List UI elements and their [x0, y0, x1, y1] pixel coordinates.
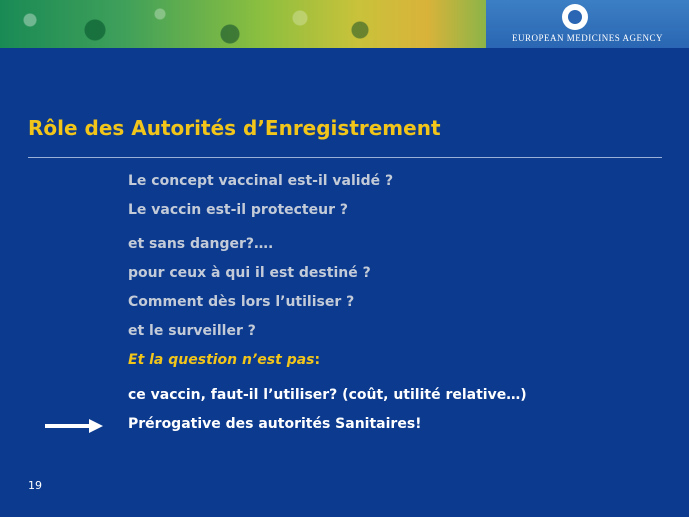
question-line [128, 352, 320, 368]
page-number: 19 [28, 479, 42, 492]
title-divider [28, 157, 662, 158]
bullet-line-3: et sans danger?…. [128, 236, 274, 252]
slide-title: Rôle des Autorités d’Enregistrement [28, 116, 441, 140]
right-arrow-icon [45, 419, 103, 433]
agency-block [486, 0, 689, 48]
answer-line: ce vaccin, faut-il l’utiliser? (coût, utilité relative…) [128, 387, 527, 403]
question-colon: : [314, 352, 321, 368]
ema-logo-icon [562, 4, 588, 30]
bullet-line-1: Le concept vaccinal est-il validé ? [128, 173, 394, 189]
bullet-line-5: Comment dès lors l’utiliser ? [128, 294, 355, 310]
bullet-line-4: pour ceux à qui il est destiné ? [128, 265, 371, 281]
header-banner [0, 0, 689, 48]
conclusion-line: Prérogative des autorités Sanitaires! [128, 416, 422, 432]
bullet-line-2: Le vaccin est-il protecteur ? [128, 202, 348, 218]
question-text: Et la question n’est pas [128, 352, 315, 368]
agency-name: EUROPEAN MEDICINES AGENCY [511, 33, 663, 43]
bullet-line-6: et le surveiller ? [128, 323, 256, 339]
